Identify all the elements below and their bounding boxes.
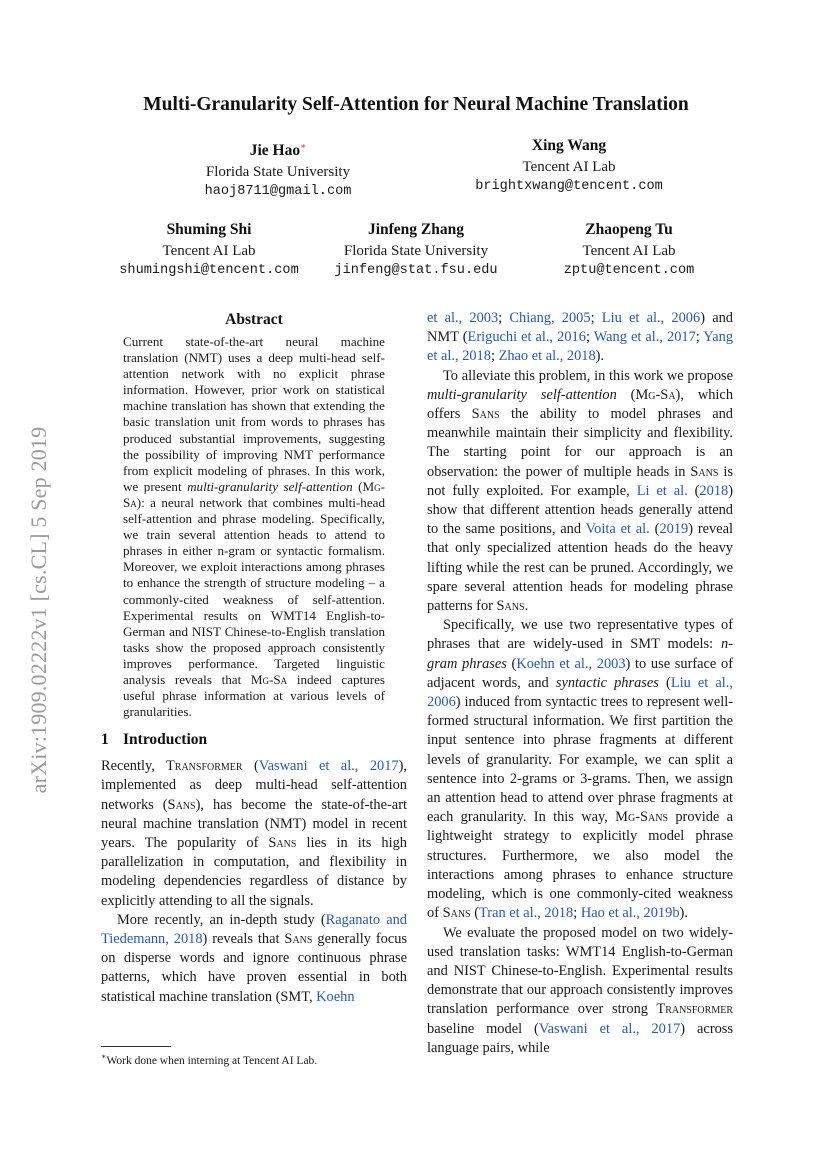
footnote-marker[interactable]: ∗	[300, 141, 307, 151]
citation-link[interactable]: Chiang, 2005	[509, 310, 591, 326]
author-email: brightxwang@tencent.com	[475, 179, 663, 194]
citation-link[interactable]: Hao et al., 2019b	[580, 905, 680, 922]
author-block	[178, 136, 378, 202]
citation-link[interactable]: Yang et al., 2018	[427, 329, 734, 365]
author-email: jinfeng@stat.fsu.edu	[334, 263, 498, 278]
paper-title: Multi-Granularity Self-Attention for Neural Machine Translation	[143, 94, 689, 115]
author-affiliation: Tencent AI Lab	[162, 243, 256, 259]
author-email: haoj8711@gmail.com	[204, 184, 352, 200]
citation-link[interactable]: Li et al.	[636, 482, 688, 499]
section-number: 1	[101, 731, 109, 749]
author-name: Xing Wang	[531, 137, 607, 154]
author-block	[434, 136, 704, 197]
citation-link[interactable]: Tran et al., 2018	[479, 905, 574, 922]
author-email: shumingshi@tencent.com	[119, 263, 299, 278]
citation-link[interactable]: Liu et al., 2006	[427, 674, 733, 711]
footnote: ∗Work done when interning at Tencent AI Lab.	[101, 1052, 318, 1067]
author-affiliation: Tencent AI Lab	[582, 243, 676, 259]
citation-link[interactable]: Koehn	[316, 988, 355, 1005]
citation-link[interactable]: Zhao et al., 2018	[498, 348, 596, 365]
citation-link[interactable]: et al., 2003	[427, 310, 499, 326]
author-email: zptu@tencent.com	[563, 263, 695, 278]
intro-paragraph: To alleviate this problem, in this work we propose multi-granularity self-attention (Mg-Sa), which offers Sans the ability to model phrases and meanwhile maintain their simplicity and flexibility. The starting point for our approach is an observation: the power of multiple heads in Sans is not fully exploited. For example, Li et al. (2018) show that different attention heads generally attend to the same positions, and Voita et al. (2019) reveal that only specialized attention heads do the heavy lifting while the rest can be pruned. Accordingly, we spare several attention heads for modeling phrase patterns for Sans.	[427, 367, 734, 615]
author-name-text: Jie Hao	[249, 142, 301, 160]
footnote-rule	[101, 1046, 171, 1047]
abstract-heading: Abstract	[225, 311, 283, 328]
citation-link[interactable]: Vaswani et al., 2017	[538, 1020, 681, 1037]
intro-paragraph: More recently, an in-depth study (Raganato and Tiedemann, 2018) reveals that Sans generally focus on disperse words and ignore continuous phrase patterns, which have proven essential in both statistical machine translation (SMT, Koehn	[101, 911, 408, 1005]
arxiv-identifier: arXiv:1909.02222v1 [cs.CL] 5 Sep 2019	[26, 426, 51, 794]
left-column	[101, 309, 407, 1007]
citation-link[interactable]: Wang et al., 2017	[593, 329, 696, 346]
author-affiliation: Florida State University	[205, 164, 351, 181]
author-block	[100, 220, 318, 281]
author-affiliation: Florida State University	[343, 243, 489, 259]
intro-paragraph: et al., 2003; Chiang, 2005; Liu et al., 2006) and NMT (Eriguchi et al., 2016; Wang et al., 2017; Yang et al., 2018; Zhao et al., 2018).	[427, 310, 734, 365]
author-name: Jinfeng Zhang	[367, 221, 465, 238]
author-name	[178, 136, 378, 161]
author-name: Shuming Shi	[166, 221, 252, 238]
right-column	[427, 309, 733, 1058]
intro-paragraph: We evaluate the proposed model on two widely-used translation tasks: WMT14 English-to-German and NIST Chinese-to-English. Experimental results demonstrate that our approach consistently improves translation performance over strong Transformer baseline model (Vaswani et al., 2017) across language pairs, while	[427, 924, 734, 1056]
abstract-text: Current state-of-the-art neural machine translation (NMT) uses a deep multi-head self-attention network with no explicit phrase information. However, prior work on statistical machine translation has shown that extending the basic translation unit from words to phrases has produced substantial improvements, suggesting the possibility of improving NMT performance from explicit modeling of phrases. In this work, we present multi-granularity self-attention (Mg-Sa): a neural network that combines multi-head self-attention and phrase modeling. Specifically, we train several attention heads to attend to phrases in either n-gram or syntactic formalism. Moreover, we exploit interactions among phrases to enhance the strength of structure modeling – a commonly-cited weakness of self-attention. Experimental results on WMT14 English-to-German and NIST Chinese-to-English translation tasks show the proposed approach consistently improves performance. Targeted linguistic analysis reveals that Mg-Sa indeed captures useful phrase information at various levels of granularities.	[123, 334, 386, 720]
section-heading	[101, 729, 407, 751]
citation-link[interactable]: Vaswani et al., 2017	[258, 758, 399, 775]
author-block	[530, 220, 728, 281]
author-name: Zhaopeng Tu	[585, 221, 673, 238]
arxiv-side-stamp	[14, 375, 64, 845]
author-affiliation: Tencent AI Lab	[522, 159, 616, 175]
citation-link[interactable]: Koehn et al., 2003	[516, 655, 626, 672]
section-title: Introduction	[123, 731, 208, 749]
citation-link[interactable]: 2019	[659, 521, 689, 538]
citation-link[interactable]: Liu et al., 2006	[601, 310, 701, 326]
citation-link[interactable]: Eriguchi et al., 2016	[467, 329, 586, 346]
citation-link[interactable]: Voita et al.	[585, 521, 650, 538]
citation-link[interactable]: 2018	[699, 482, 729, 499]
author-block	[318, 220, 514, 281]
citation-link[interactable]: Raganato and Tiedemann, 2018	[101, 911, 407, 948]
intro-paragraph: Recently, Transformer (Vaswani et al., 2017), implemented as deep multi-head self-attention networks (Sans), has become the state-of-the-art neural machine translation (NMT) model in recent years. The popularity of Sans lies in its high parallelization in computation, and flexibility in modeling dependencies regardless of distance by explicitly attending to all the signals.	[101, 758, 407, 909]
intro-paragraph: Specifically, we use two representative types of phrases that are widely-used in SMT models: n-gram phrases (Koehn et al., 2003) to use surface of adjacent words, and syntactic phrases (Liu et al., 2006) induced from syntactic trees to represent well-formed structural information. We first partition the input sentence into phrase fragments at different levels of granularity. For example, we can split a sentence into 2-grams or 3-grams. Then, we assign an attention head to attend over phrase fragments at each granularity. In this way, Mg-Sans provide a lightweight strategy to explicitly model phrase structures. Furthermore, we also model the interactions among phrases to enhance structure modeling, which is one commonly-cited weakness of Sans (Tran et al., 2018; Hao et al., 2019b).	[427, 617, 733, 922]
